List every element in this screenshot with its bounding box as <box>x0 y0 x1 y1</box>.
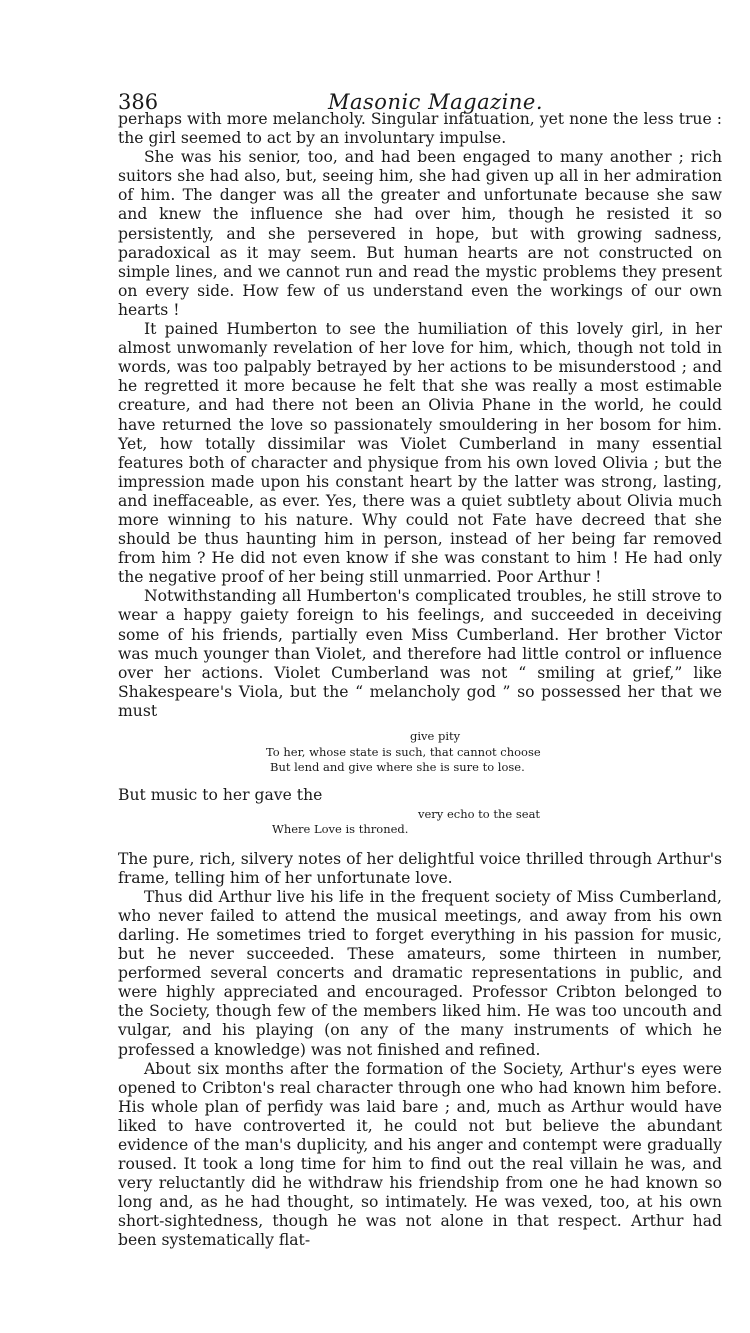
page-number: 386 <box>118 90 159 114</box>
verse-line: give pity <box>410 729 461 743</box>
verse-line: To her, whose state is such, that cannot choose <box>266 744 541 759</box>
verse-quotation <box>118 807 722 838</box>
verse-line: very echo to the seat <box>418 806 541 821</box>
verse-quotation <box>118 729 722 776</box>
verse-line: Where Love is throned. <box>272 822 409 837</box>
paragraph: The pure, rich, silvery notes of her delightful voice thrilled through Arthur's frame, telling him of her unfortunate love. <box>118 849 722 887</box>
paragraph: It pained Humberton to see the humiliation of this lovely girl, in her almost unwomanly revelation of her love for him, which, though not told in words, was too palpably betrayed by her actions to be misunderstood ; and he regretted it more because he felt that she was really a most estimable creature, and had there not been an Olivia Phane in the world, he could have returned the love so passionately smouldering in her bosom for him. Yet, how totally dissimilar was Violet Cumberland in many essential features both of character and physique from his own loved Olivia ; but the impression made upon his constant heart by the latter was strong, lasting, and ineffaceable, as ever. Yes, there was a quiet subtlety about Olivia much more winning to his nature. Why could not Fate have decreed that she should be thus haunting him in person, instead of her being far removed from him ? He did not even know if she was constant to him ! He had only the negative proof of her being still unmarried. Poor Arthur ! <box>118 320 722 587</box>
paragraph: She was his senior, too, and had been engaged to many another ; rich suitors she had also, but, seeing him, she had given up all in her admiration of him. The danger was all the greater and unfortunate because she saw and knew the influence she had over him, though he resisted it so persistently, and she persevered in hope, but with growing sadness, paradoxical as it may seem. But human hearts are not constructed on simple lines, and we cannot run and read the mystic problems they present on every side. How few of us understand even the workings of our own hearts ! <box>118 148 722 319</box>
verse-line: But lend and give where she is sure to lose. <box>270 760 525 774</box>
paragraph: Thus did Arthur live his life in the frequent society of Miss Cumberland, who never failed to attend the musical meetings, and away from his own darling. He sometimes tried to forget everything in his passion for music, but he never succeeded. These amateurs, some thirteen in number, performed several concerts and dramatic representations in public, and were highly appreciated and encouraged. Professor Cribton belonged to the Society, though few of the members liked him. He was too uncouth and vulgar, and his playing (on any of the many instruments of which he professed a knowledge) was not finished and refined. <box>118 887 722 1059</box>
paragraph: About six months after the formation of the Society, Arthur's eyes were opened to Cribton's real character through one who had known him before. His whole plan of perfidy was laid bare ; and, much as Arthur would have liked to have controverted it, he could not but believe the abundant evidence of the man's duplicity, and his anger and contempt were gradually roused. It took a long time for him to find out the real villain he was, and very reluctantly did he withdraw his friendship from one he had known so long and, as he had thought, so intimately. He was vexed, too, at his own short-sightedness, though he was not alone in that respect. Arthur had been systematically flat- <box>118 1059 722 1250</box>
running-title: Masonic Magazine. <box>328 90 544 114</box>
bridge-line: But music to her gave the <box>118 785 323 804</box>
page-header <box>118 0 722 114</box>
paragraph: Notwithstanding all Humberton's complicated troubles, he still strove to wear a happy gaiety foreign to his feelings, and succeeded in deceiving some of his friends, partially even Miss Cumberland. Her brother Victor was much younger than Violet, and therefore had little control or influence over her actions. Violet Cumberland was not “ smiling at grief,” like Shakespeare's Viola, but the “ melancholy god ” so possessed her that we must <box>118 587 722 720</box>
article-body <box>118 110 722 1251</box>
paragraph: perhaps with more melancholy. Singular infatuation, yet none the less true : the girl seemed to act by an involuntary impulse. <box>118 110 722 148</box>
